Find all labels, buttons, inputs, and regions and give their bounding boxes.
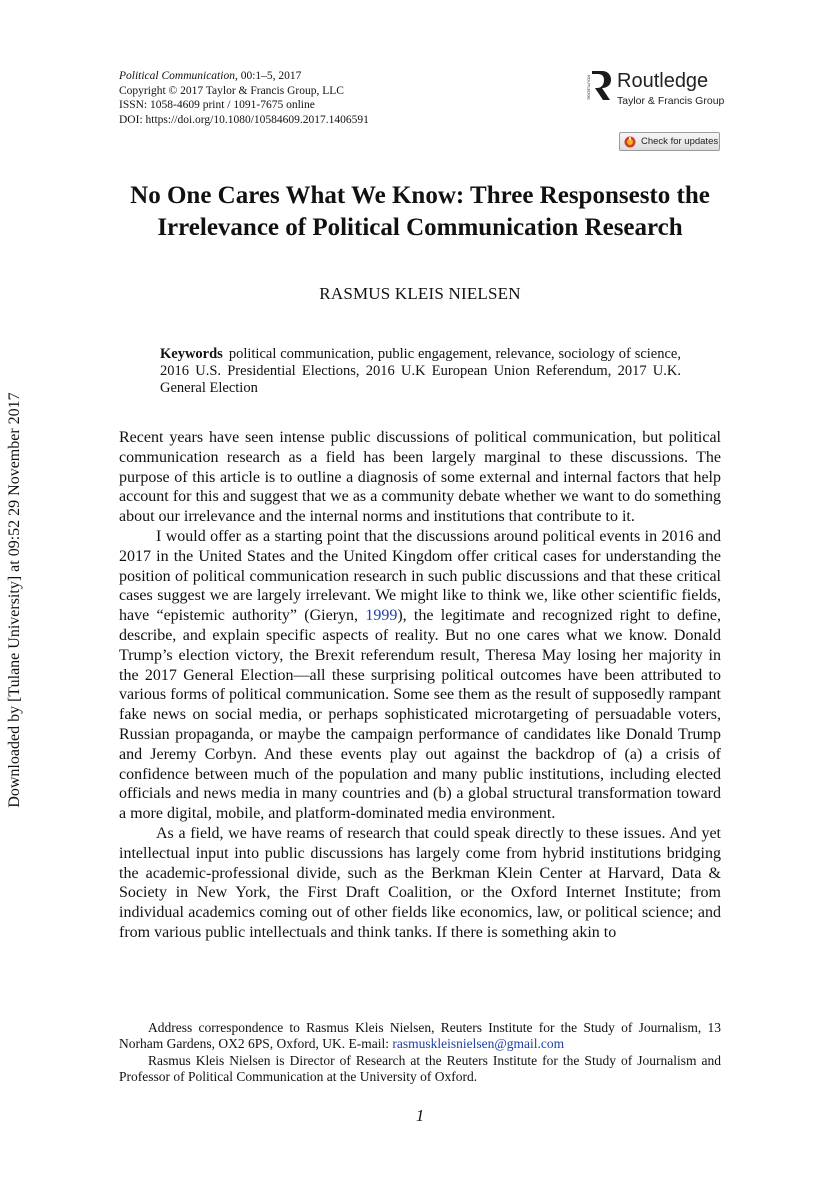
logo-vertical-text: ROUTLEDGE: [586, 75, 592, 100]
paragraph-text: I would offer as a starting point that the discussions around political events in 2016 and 2017 in the United States and the United Kingdom offer critical cases for understanding the position of political communication research in such public discussions and that these critical cases suggest we are largely irrelevant. We might like to think we, like other scientific fields, have “epistemic authority” (Gieryn,: [119, 527, 721, 625]
journal-name: Political Communication: [119, 70, 235, 82]
journal-citation: [119, 69, 369, 84]
article-title: No One Cares What We Know: Three Responsesto the Irrelevance of Political Communication Research: [130, 182, 710, 241]
correspondence-note: [119, 1020, 721, 1053]
body-paragraph: [119, 527, 721, 824]
address-text: Address correspondence to Rasmus Kleis Nielsen, Reuters Institute for the Study of Journalism, 13 Norham Gardens, OX2 6PS, Oxford, UK. E-mail:: [119, 1020, 721, 1052]
keywords-block: [160, 346, 681, 397]
paragraph-text: ), the legitimate and recognized right to define, describe, and explain specific aspects of reality. But no one cares what we know. Donald Trump’s election victory, the Brexit referendum result, Theresa May losing her majority in the 2017 General Election—all these surprising political outcomes have been attributed to various forms of political communication. Some see them as the result of supposedly rampant fake news on social media, or perhaps sophisticated microtargeting of persuadable voters, Russian propaganda, or maybe the campaign performance of candidates like Donald Trump and Jeremy Corbyn. And these events play out against the backdrop of (a) a crisis of confidence between much of the population and many public institutions, including elected officials and news media in many countries and (b) a global structural transformation toward a more digital, mobile, and platform-dominated media environment.: [119, 607, 721, 823]
doi-line: DOI: https://doi.org/10.1080/10584609.2017.1406591: [119, 113, 369, 126]
article-body: [119, 428, 721, 943]
download-note: Downloaded by [Tulane University] at 09:52 29 November 2017: [6, 392, 23, 808]
body-paragraph: As a field, we have reams of research that could speak directly to these issues. And yet intellectual input into public discussions has largely come from hybrid institutions bridging the academic-professional divide, such as the Berkman Klein Center at Harvard, Data & Society in New York, the First Draft Coalition, or the Oxford Internet Institute; from individual academics coming out of other fields like economics, law, or political science; and from various public intellectuals and think tanks. If there is something akin to: [119, 824, 721, 941]
article-author: RASMUS KLEIS NIELSEN: [319, 284, 521, 303]
check-updates-icon: [624, 136, 636, 148]
citation-link[interactable]: 1999: [365, 607, 398, 625]
author-bio: Rasmus Kleis Nielsen is Director of Research at the Reuters Institute for the Study of Journalism and Professor of Political Communication at the University of Oxford.: [119, 1052, 721, 1084]
page-number: 1: [415, 1106, 425, 1125]
publisher-logo: [583, 69, 743, 113]
publisher-name: Routledge: [617, 70, 709, 92]
body-paragraph: Recent years have seen intense public discussions of political communication, but political communication research as a field has been largely marginal to these discussions. The purpose of this article is to outline a diagnosis of some external and internal factors that help account for this and suggest that we as a community debate whether we want to do something about our irrelevance and the internal norms and institutions that contribute to it.: [119, 429, 721, 526]
keywords-list: political communication, public engagement, relevance, sociology of science, 2016 U.S. Presidential Elections, 2016 U.K European Union Referendum, 2017 U.K. General Election: [160, 346, 681, 396]
routledge-logo-icon: [583, 69, 613, 109]
issn-line: ISSN: 1058-4609 print / 1091-7675 online: [119, 99, 315, 111]
publisher-group: Taylor & Francis Group: [617, 95, 725, 107]
footnotes: [119, 1020, 721, 1085]
journal-masthead: [119, 69, 369, 127]
keywords-label: Keywords: [160, 346, 223, 362]
copyright-line: Copyright © 2017 Taylor & Francis Group, LLC: [119, 84, 344, 97]
check-for-updates-button[interactable]: [619, 132, 720, 151]
email-link[interactable]: rasmuskleisnielsen@gmail.com: [392, 1036, 565, 1052]
download-watermark: [2, 380, 28, 820]
journal-issue: , 00:1–5, 2017: [234, 70, 302, 82]
check-for-updates-label: Check for updates: [641, 136, 719, 147]
